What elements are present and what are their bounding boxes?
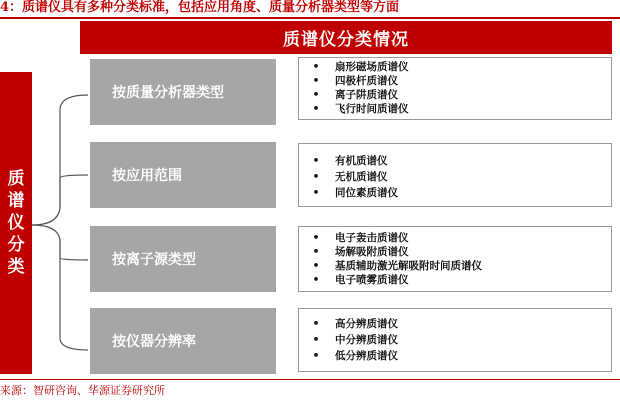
items-box-resolution xyxy=(298,308,612,372)
bullet-icon: • xyxy=(312,75,320,87)
item-label: 低分辨质谱仪 xyxy=(335,350,398,362)
bullet-icon: • xyxy=(312,350,320,362)
category-box-application: 按应用范围 xyxy=(90,142,276,208)
root-node-label: 质谱仪分类 xyxy=(7,169,25,277)
connector-to-category-2 xyxy=(60,175,88,208)
bottom-divider xyxy=(0,379,620,380)
bullet-icon: • xyxy=(312,61,320,73)
list-item xyxy=(299,154,611,170)
list-item xyxy=(299,74,611,88)
item-label: 四极杆质谱仪 xyxy=(335,75,398,87)
item-label: 离子阱质谱仪 xyxy=(335,89,398,101)
connector-to-category-4 xyxy=(60,240,88,350)
item-label: 同位素质谱仪 xyxy=(335,187,398,199)
category-box-resolution: 按仪器分辨率 xyxy=(90,308,276,374)
item-label: 无机质谱仪 xyxy=(335,171,388,183)
list-item xyxy=(299,231,611,245)
items-box-ion-source xyxy=(298,226,612,292)
item-label: 电子轰击质谱仪 xyxy=(335,232,409,244)
bullet-icon: • xyxy=(312,171,320,183)
source-note: 来源：智研咨询、华源证券研究所 xyxy=(0,384,165,397)
item-label: 扇形磁场质谱仪 xyxy=(335,61,409,73)
bullet-icon: • xyxy=(312,232,320,244)
figure-title: 4：质谱仪具有多种分类标准，包括应用角度、质量分析器类型等方面 xyxy=(0,0,400,15)
list-item xyxy=(299,259,611,273)
bullet-icon: • xyxy=(312,103,320,115)
list-item xyxy=(299,349,611,365)
item-label: 场解吸附质谱仪 xyxy=(335,246,409,258)
diagram-header: 质谱仪分类情况 xyxy=(80,21,612,54)
list-item xyxy=(299,102,611,116)
bullet-icon: • xyxy=(312,89,320,101)
item-label: 飞行时间质谱仪 xyxy=(335,103,409,115)
item-label: 高分辨质谱仪 xyxy=(335,318,398,330)
list-item xyxy=(299,186,611,202)
item-label: 中分辨质谱仪 xyxy=(335,334,398,346)
item-label: 基质辅助激光解吸附时间质谱仪 xyxy=(335,260,482,272)
items-box-analyzer xyxy=(298,57,612,120)
bullet-icon: • xyxy=(312,318,320,330)
list-item xyxy=(299,88,611,102)
list-item xyxy=(299,317,611,333)
category-box-ion-source: 按离子源类型 xyxy=(90,226,276,292)
bullet-icon: • xyxy=(312,274,320,286)
top-divider xyxy=(0,17,620,19)
items-box-application xyxy=(298,143,612,207)
bullet-icon: • xyxy=(312,246,320,258)
bullet-icon: • xyxy=(312,187,320,199)
list-item xyxy=(299,245,611,259)
item-label: 有机质谱仪 xyxy=(335,155,388,167)
bullet-icon: • xyxy=(312,260,320,272)
list-item xyxy=(299,170,611,186)
bullet-icon: • xyxy=(312,334,320,346)
root-node xyxy=(0,72,32,374)
bullet-icon: • xyxy=(312,155,320,167)
list-item xyxy=(299,333,611,349)
item-label: 电子喷雾质谱仪 xyxy=(335,274,409,286)
list-item xyxy=(299,60,611,74)
list-item xyxy=(299,273,611,287)
category-box-analyzer: 按质量分析器类型 xyxy=(90,59,276,125)
